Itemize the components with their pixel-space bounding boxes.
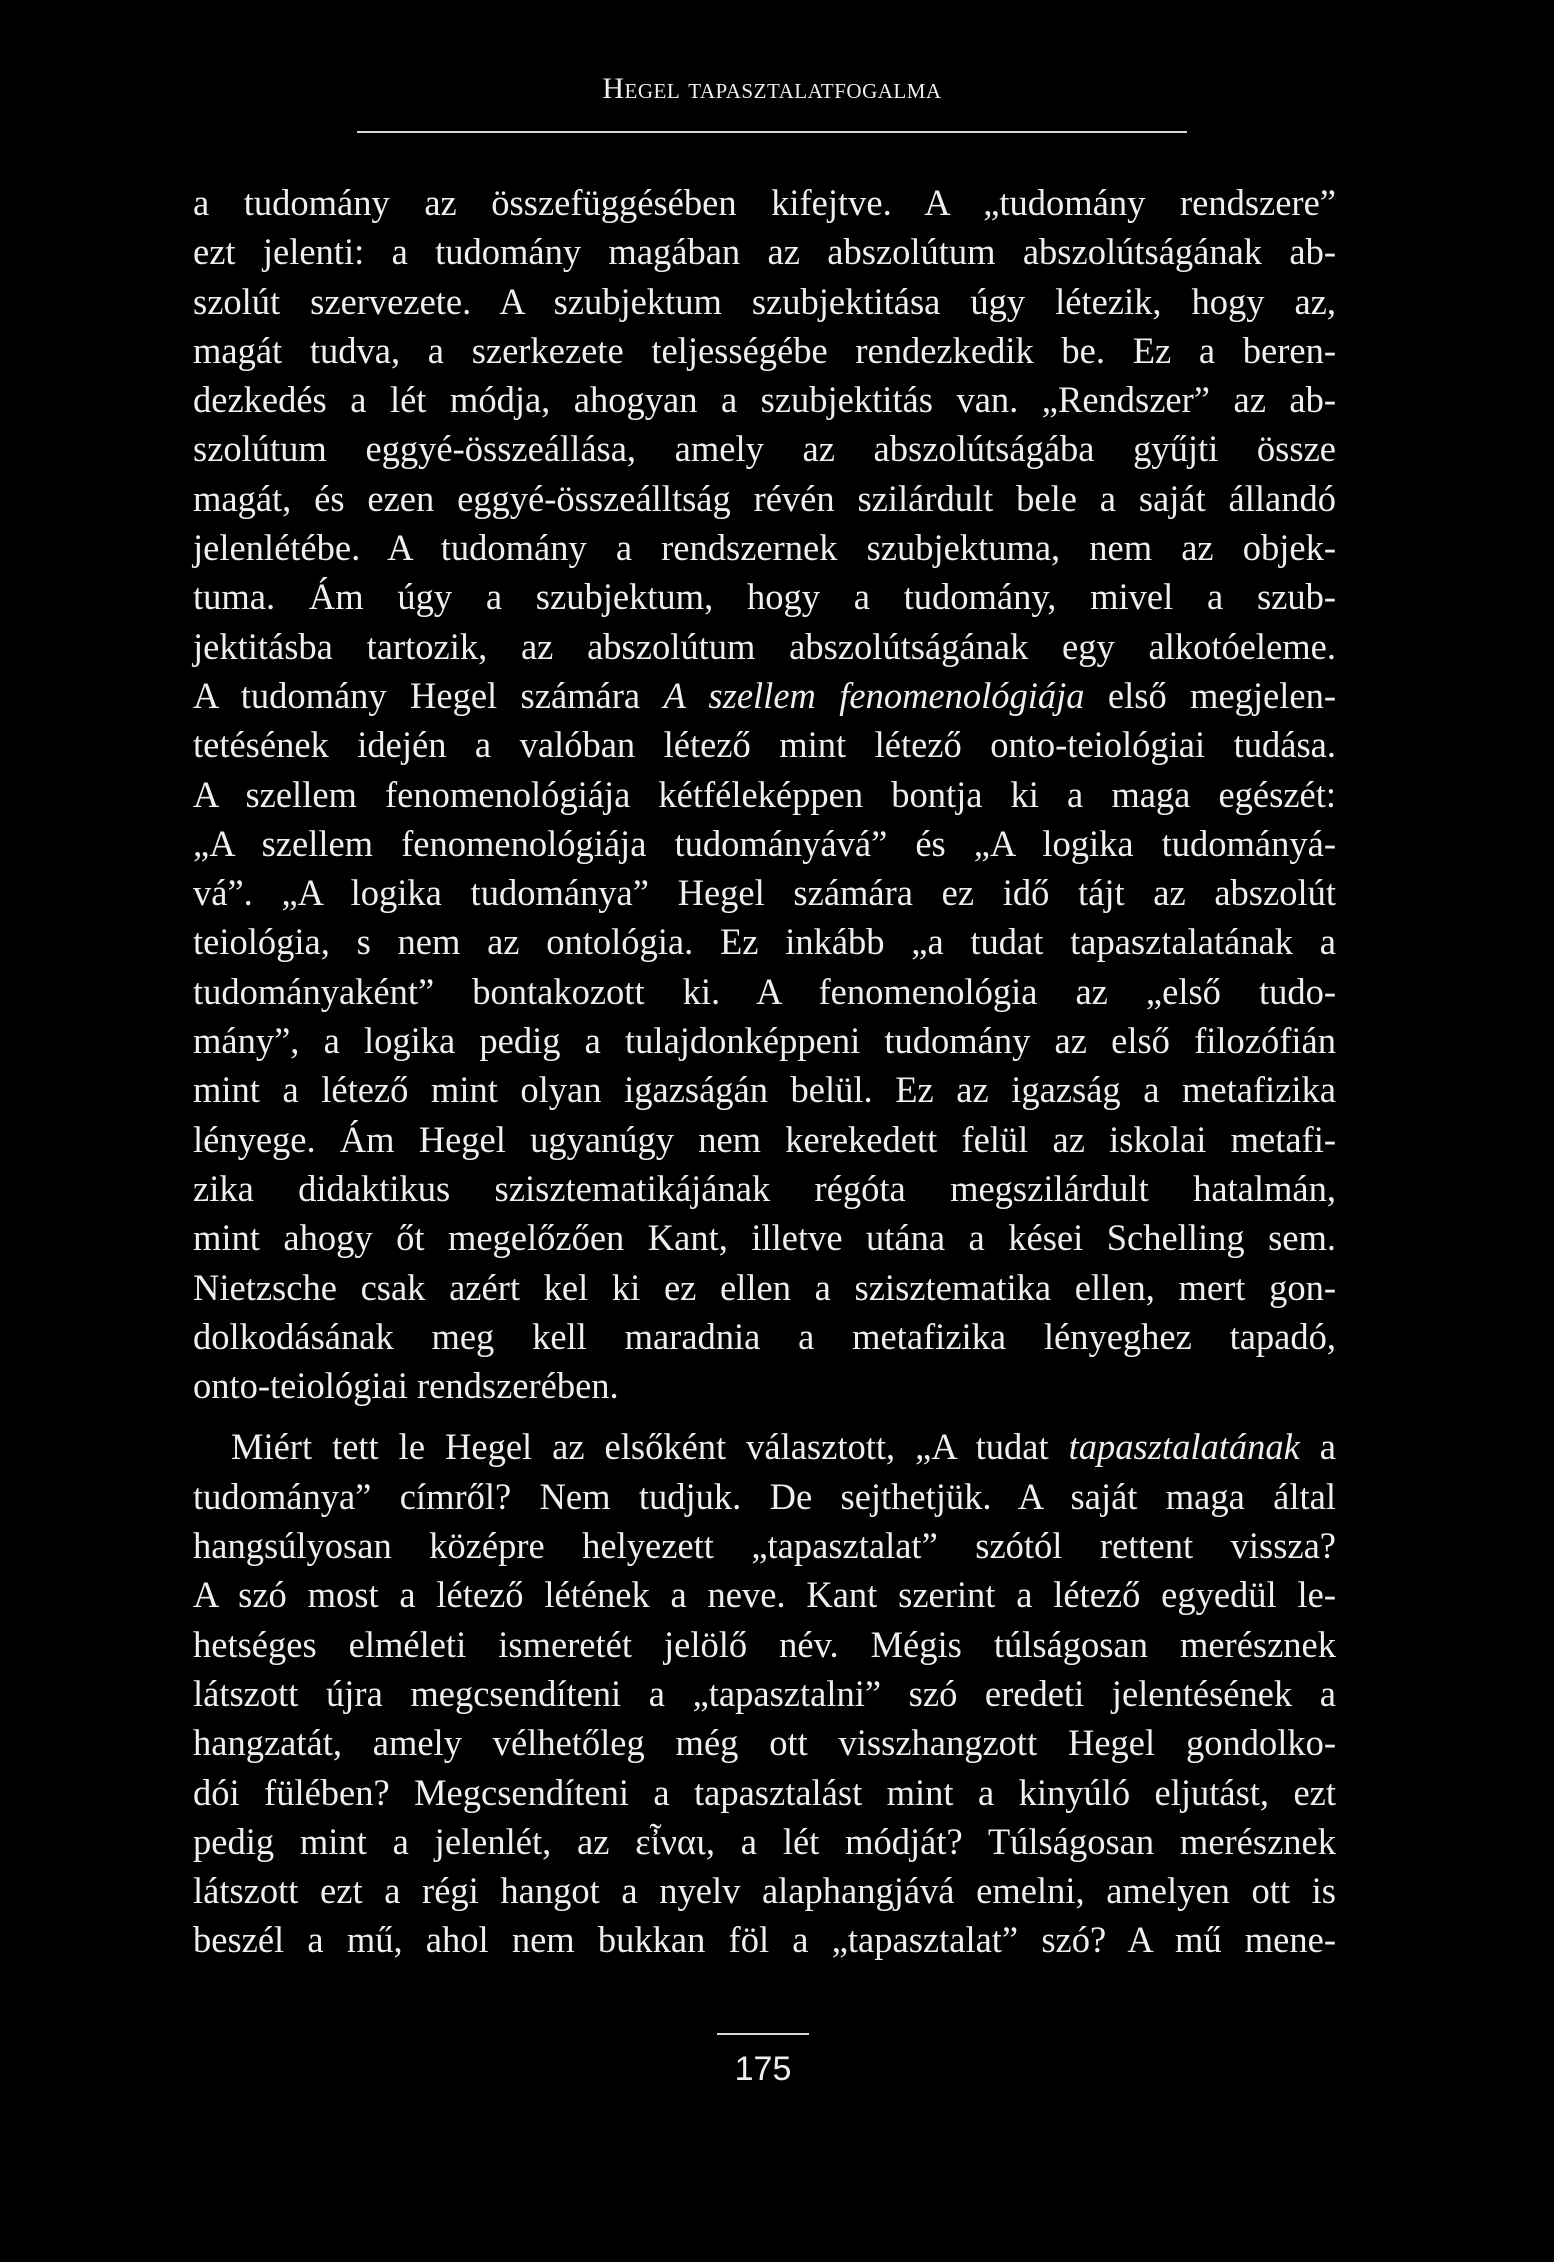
- footer-rule: [717, 2033, 809, 2035]
- body-text: [193, 178, 1336, 1965]
- text-segment: a: [1299, 1426, 1336, 1468]
- text-line: dezkedés a lét módja, ahogyan a szubjektitás van. „Rendszer” az ab-: [193, 379, 1336, 421]
- emphasis-word: tapasztalatának: [1068, 1426, 1300, 1468]
- book-title: A szellem fenomenológiája: [663, 674, 1085, 716]
- text-line: tudománya” címről? Nem tudjuk. De sejthetjük. A saját maga által: [193, 1475, 1336, 1517]
- paragraph-1: [193, 178, 1336, 1410]
- text-line: [193, 671, 1336, 720]
- text-line: pedig mint a jelenlét, az εἶναι, a lét módját? Túlságosan merésznek: [193, 1820, 1336, 1862]
- text-line: tetésének idején a valóban létező mint létező onto-teiológiai tudása.: [193, 724, 1336, 766]
- text-line: szolútum eggyé-összeállása, amely az abszolútságába gyűjti össze: [193, 428, 1336, 470]
- text-line: jektitásba tartozik, az abszolútum abszolútságának egy alkotóeleme.: [193, 625, 1336, 667]
- text-segment: Miért tett le Hegel az elsőként választott, „A tudat: [231, 1426, 1069, 1468]
- text-segment: első megjelen-: [1084, 674, 1336, 716]
- text-line: dolkodásának meg kell maradnia a metafizika lényeghez tapadó,: [193, 1315, 1336, 1357]
- text-line: [193, 1422, 1336, 1471]
- text-line: beszél a mű, ahol nem bukkan föl a „tapasztalat” szó? A mű mene-: [193, 1919, 1336, 1961]
- text-line: „A szellem fenomenológiája tudományává” és „A logika tudományá-: [193, 822, 1336, 864]
- text-line: onto-teiológiai rendszerében.: [193, 1365, 619, 1407]
- text-line: vá”. „A logika tudománya” Hegel számára ez idő tájt az abszolút: [193, 872, 1336, 914]
- text-line: mint ahogy őt megelőzően Kant, illetve utána a kései Schelling sem.: [193, 1217, 1336, 1259]
- page-number: 175: [734, 2050, 792, 2088]
- text-line: hangsúlyosan középre helyezett „tapasztalat” szótól rettent vissza?: [193, 1525, 1336, 1567]
- paragraph-2: [193, 1422, 1336, 1964]
- text-line: mint a létező mint olyan igazságán belül. Ez az igazság a metafizika: [193, 1069, 1336, 1111]
- text-line: magát tudva, a szerkezete teljességébe rendezkedik be. Ez a beren-: [193, 329, 1336, 371]
- text-line: A szellem fenomenológiája kétféleképpen bontja ki a maga egészét:: [193, 773, 1336, 815]
- text-line: a tudomány az összefüggésében kifejtve. A „tudomány rendszere”: [193, 182, 1336, 223]
- text-line: szolút szervezete. A szubjektum szubjektitása úgy létezik, hogy az,: [193, 280, 1336, 322]
- text-line: lényege. Ám Hegel ugyanúgy nem kerekedett felül az iskolai metafi-: [193, 1118, 1336, 1160]
- text-line: tudományaként” bontakozott ki. A fenomenológia az „első tudo-: [193, 970, 1336, 1012]
- text-line: hetséges elméleti ismeretét jelölő név. Mégis túlságosan merésznek: [193, 1623, 1336, 1665]
- text-line: mány”, a logika pedig a tulajdonképpeni tudomány az első filozófián: [193, 1020, 1336, 1062]
- text-line: látszott ezt a régi hangot a nyelv alaphangjává emelni, amelyen ott is: [193, 1870, 1336, 1912]
- text-line: tuma. Ám úgy a szubjektum, hogy a tudomány, mivel a szub-: [193, 576, 1336, 618]
- text-line: ezt jelenti: a tudomány magában az abszolútum abszolútságának ab-: [193, 231, 1336, 273]
- paragraph-gap: [193, 1410, 1336, 1422]
- text-line: dói fülében? Megcsendíteni a tapasztalást mint a kinyúló eljutást, ezt: [193, 1771, 1336, 1813]
- text-line: zika didaktikus szisztematikájának régóta megszilárdult hatalmán,: [193, 1167, 1336, 1209]
- text-line: A szó most a létező létének a neve. Kant szerint a létező egyedül le-: [193, 1574, 1336, 1616]
- running-head: Hegel tapasztalatfogalma: [602, 72, 942, 105]
- text-line: jelenlétébe. A tudomány a rendszernek szubjektuma, nem az objek-: [193, 527, 1336, 569]
- header-rule: [357, 131, 1187, 133]
- text-line: teiológia, s nem az ontológia. Ez inkább „a tudat tapasztalatának a: [193, 921, 1336, 963]
- text-segment: A tudomány Hegel számára: [193, 674, 664, 716]
- text-line: magát, és ezen eggyé-összeálltság révén szilárdult bele a saját állandó: [193, 477, 1336, 519]
- text-line: hangzatát, amely vélhetőleg még ott visszhangzott Hegel gondolko-: [193, 1722, 1336, 1764]
- text-line: látszott újra megcsendíteni a „tapasztalni” szó eredeti jelentésének a: [193, 1672, 1336, 1714]
- text-line: Nietzsche csak azért kel ki ez ellen a szisztematika ellen, mert gon-: [193, 1266, 1336, 1308]
